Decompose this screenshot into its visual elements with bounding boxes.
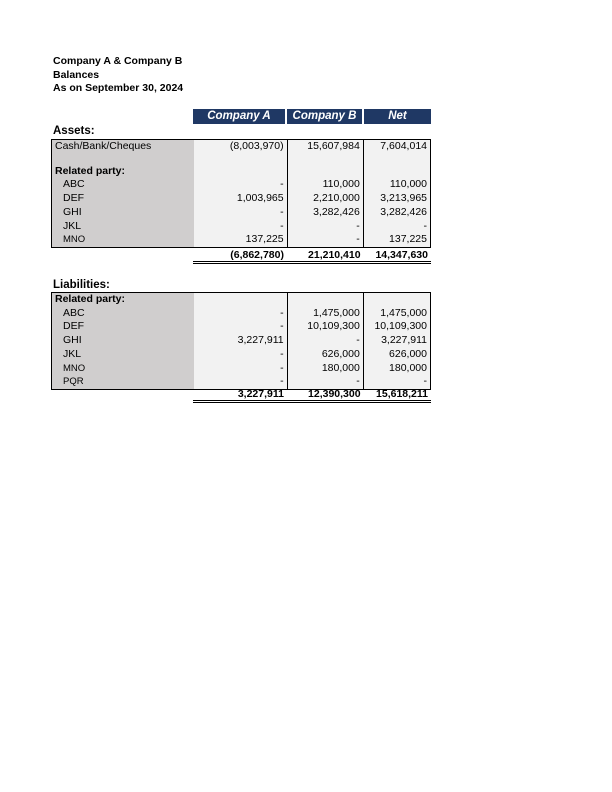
cell-company-b: 110,000 [287, 178, 363, 192]
column-header-company-a: Company A [193, 109, 285, 124]
total-company-b: 21,210,410 [287, 250, 364, 263]
cell-company-a: 1,003,965 [194, 192, 287, 206]
report-title: Company A & Company B [53, 55, 183, 67]
table-row [52, 293, 431, 307]
table-row [52, 220, 431, 234]
cell-company-a: - [194, 307, 287, 321]
cell-net: - [363, 375, 430, 389]
cell-net: - [363, 220, 430, 234]
cell-company-a: - [194, 220, 287, 234]
table-row [52, 334, 431, 348]
total-company-a: 3,227,911 [193, 389, 287, 402]
cell-net: 3,282,426 [363, 206, 430, 220]
table-row [52, 362, 431, 376]
cell-company-b: 3,282,426 [287, 206, 363, 220]
row-label: PQR [52, 375, 195, 389]
table-row [52, 178, 431, 192]
row-label: JKL [52, 348, 195, 362]
report-subtitle: Balances [53, 69, 100, 81]
cell-company-a: - [194, 375, 287, 389]
cell-net: 3,213,965 [363, 192, 430, 206]
liabilities-total-row [193, 389, 431, 403]
cell-company-a: - [194, 348, 287, 362]
cell-company-a: 137,225 [194, 233, 287, 247]
table-row [52, 206, 431, 220]
assets-heading: Assets: [53, 125, 95, 137]
row-label: DEF [52, 192, 195, 206]
total-net: 14,347,630 [364, 250, 431, 263]
total-company-a: (6,862,780) [193, 250, 287, 263]
table-row [52, 233, 431, 247]
row-label: MNO [52, 362, 195, 376]
cell-company-a: - [194, 362, 287, 376]
total-net: 15,618,211 [364, 389, 431, 402]
cell-company-b: - [287, 375, 363, 389]
liabilities-table [51, 292, 431, 390]
cell-company-b: 10,109,300 [287, 320, 363, 334]
row-label: GHI [52, 334, 195, 348]
row-label: ABC [52, 307, 195, 321]
table-row [52, 140, 431, 154]
assets-table [51, 139, 431, 248]
cell-net: 110,000 [363, 178, 430, 192]
cell-company-b: 180,000 [287, 362, 363, 376]
column-header-company-b: Company B [287, 109, 362, 124]
table-row [52, 307, 431, 321]
row-label: GHI [52, 206, 195, 220]
cell-net: 10,109,300 [363, 320, 430, 334]
cell-net: 626,000 [363, 348, 430, 362]
row-label: JKL [52, 220, 195, 234]
row-label: MNO [52, 233, 195, 247]
table-row [52, 320, 431, 334]
total-company-b: 12,390,300 [287, 389, 364, 402]
related-party-label: Related party: [52, 293, 195, 307]
spacer-row [52, 154, 431, 165]
liabilities-heading: Liabilities: [53, 279, 110, 291]
cell-company-b: 626,000 [287, 348, 363, 362]
table-row [52, 348, 431, 362]
cell-company-b: 15,607,984 [287, 140, 363, 154]
cell-net: 180,000 [363, 362, 430, 376]
row-label: ABC [52, 178, 195, 192]
cell-company-a: 3,227,911 [194, 334, 287, 348]
cell-company-b: 2,210,000 [287, 192, 363, 206]
cell-net: 3,227,911 [363, 334, 430, 348]
cell-net: 7,604,014 [363, 140, 430, 154]
related-party-label: Related party: [52, 165, 195, 179]
cell-company-b: - [287, 233, 363, 247]
cell-company-a: - [194, 320, 287, 334]
report-date: As on September 30, 2024 [53, 82, 184, 94]
table-row [52, 192, 431, 206]
row-label: DEF [52, 320, 195, 334]
assets-total-row [193, 250, 431, 264]
column-header-net: Net [364, 109, 431, 124]
cell-company-b: 1,475,000 [287, 307, 363, 321]
cell-company-b: - [287, 334, 363, 348]
cell-net: 1,475,000 [363, 307, 430, 321]
table-row [52, 165, 431, 179]
cell-net: 137,225 [363, 233, 430, 247]
cell-company-a: - [194, 206, 287, 220]
cell-company-a: (8,003,970) [194, 140, 287, 154]
row-label: Cash/Bank/Cheques [52, 140, 195, 154]
cell-company-a: - [194, 178, 287, 192]
cell-company-b: - [287, 220, 363, 234]
